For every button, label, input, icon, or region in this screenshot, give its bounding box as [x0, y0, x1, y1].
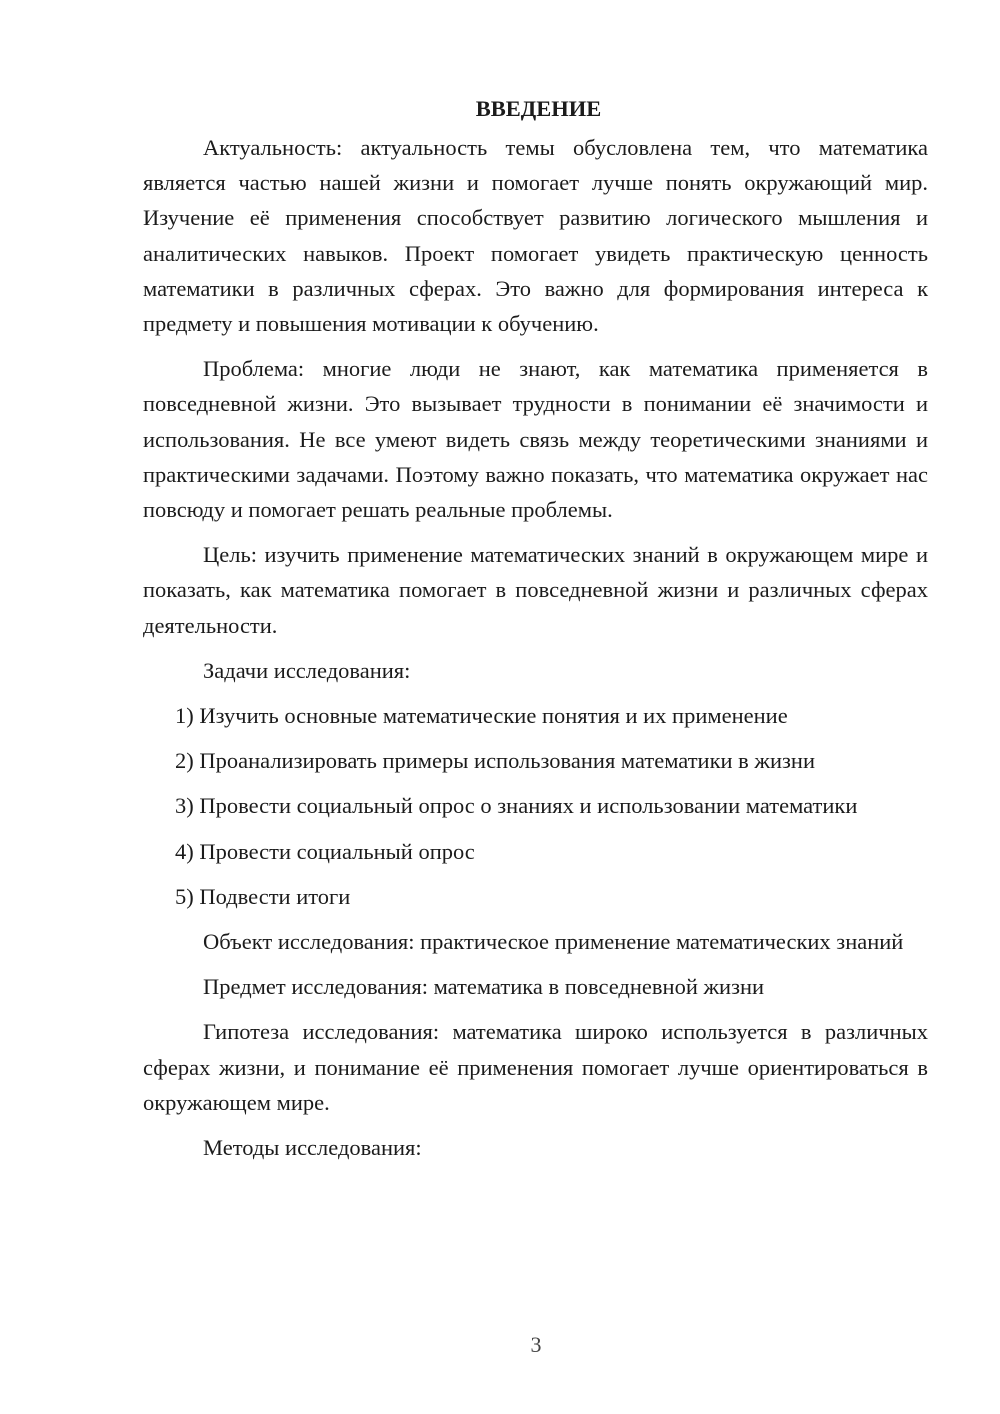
paragraph-subject: Предмет исследования: математика в повседневной жизни: [203, 974, 765, 1000]
paragraph-hypothesis: Гипотеза исследования: математика широко используется в различных сферах жизни, и понимание её применения помогает лучше ориентироваться в окружающем мире.: [143, 1019, 928, 1115]
task-item-1: 1) Изучить основные математические понятия и их применение: [175, 703, 788, 729]
paragraph-object: Объект исследования: практическое применение математических знаний: [203, 929, 904, 955]
paragraph-relevance: Актуальность: актуальность темы обусловлена тем, что математика является частью нашей жизни и помогает лучше понять окружающий мир. Изучение её применения способствует развитию логического мышления и аналитических навыков. Проект помогает увидеть практическую ценность математики в различных сферах. Это важно для формирования интереса к предмету и повышения мотивации к обучению.: [143, 135, 928, 337]
paragraph-methods: Методы исследования:: [203, 1135, 422, 1161]
task-item-4: 4) Провести социальный опрос: [175, 838, 475, 864]
paragraph-goal: Цель: изучить применение математических знаний в окружающем мире и показать, как математика помогает в повседневной жизни и различных сферах деятельности.: [143, 542, 928, 638]
document-body: [143, 91, 928, 1165]
task-item-5: 5) Подвести итоги: [175, 883, 351, 909]
task-item-3: 3) Провести социальный опрос о знаниях и использовании математики: [175, 793, 858, 819]
section-heading: ВВЕДЕНИЕ: [475, 96, 602, 121]
page-number: 3: [530, 1332, 542, 1357]
task-item-2: 2) Проанализировать примеры использования математики в жизни: [175, 748, 815, 774]
paragraph-problem: Проблема: многие люди не знают, как математика применяется в повседневной жизни. Это вызывает трудности в понимании её значимости и использования. Не все умеют видеть связь между теоретическими знаниями и практическими задачами. Поэтому важно показать, что математика окружает нас повсюду и помогает решать реальные проблемы.: [143, 356, 928, 523]
paragraph-tasks-heading: Задачи исследования:: [203, 657, 411, 683]
